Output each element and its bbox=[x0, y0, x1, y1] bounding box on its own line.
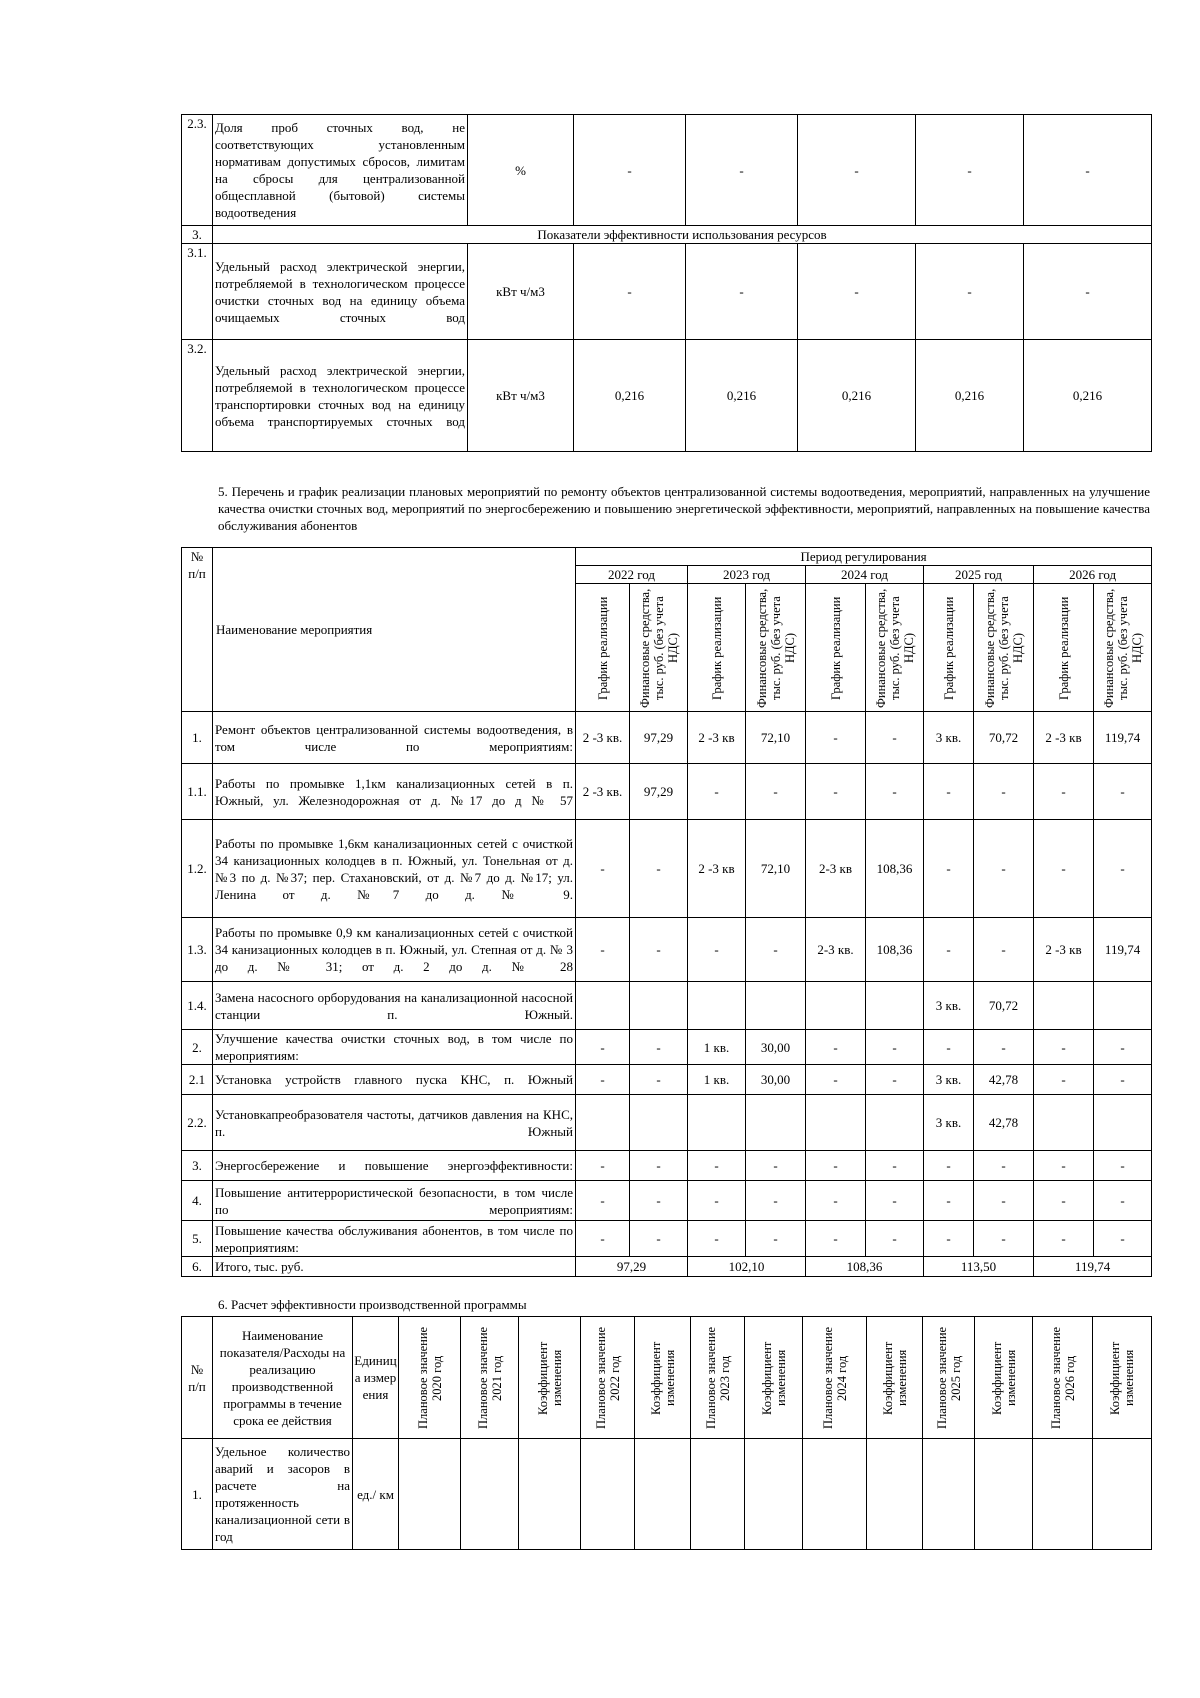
row-number: 3.2. bbox=[182, 340, 213, 452]
finance-cell: 42,78 bbox=[974, 1095, 1034, 1151]
value-cell: - bbox=[574, 115, 686, 226]
schedule-cell: 3 кв. bbox=[924, 982, 974, 1030]
table-row bbox=[182, 764, 1152, 820]
finance-cell: 119,74 bbox=[1094, 918, 1152, 982]
value-cell: 0,216 bbox=[798, 340, 916, 452]
value-cell: 0,216 bbox=[574, 340, 686, 452]
finance-cell bbox=[746, 1095, 806, 1151]
efficiency-table bbox=[181, 1316, 1152, 1550]
header-period: Период регулирования bbox=[576, 548, 1152, 566]
header-planned-value: Плановое значение 2022 год bbox=[581, 1317, 635, 1439]
value-cell bbox=[461, 1439, 519, 1550]
section-row bbox=[182, 226, 1152, 244]
finance-cell: 72,10 bbox=[746, 712, 806, 764]
table-row bbox=[182, 820, 1152, 918]
finance-cell: - bbox=[1094, 764, 1152, 820]
section-6-title: 6. Расчет эффективности производственной программы bbox=[218, 1297, 527, 1312]
table-row bbox=[182, 1151, 1152, 1181]
table-row bbox=[182, 115, 1152, 226]
row-number: 4. bbox=[182, 1181, 213, 1221]
finance-cell: - bbox=[866, 1151, 924, 1181]
row-number: 2.1 bbox=[182, 1065, 213, 1095]
finance-cell bbox=[746, 982, 806, 1030]
header-coefficient: Коэффициент изменения bbox=[635, 1317, 691, 1439]
finance-cell: - bbox=[974, 1221, 1034, 1257]
value-cell: - bbox=[798, 244, 916, 340]
table-row bbox=[182, 1181, 1152, 1221]
table-row bbox=[182, 982, 1152, 1030]
total-value: 113,50 bbox=[924, 1257, 1034, 1277]
measure-name: Работы по промывке 0,9 км канализационных сетей с очисткой 34 канизационных колодцев в п. Южный, ул. Степная от д. № 3 до д. № 31; от д. 2 до д. № 28 bbox=[213, 918, 576, 982]
header-finance: Финансовые средства, тыс. руб. (без учета НДС) bbox=[1094, 584, 1152, 712]
measure-name: Повышение качества обслуживания абонентов, в том числе по мероприятиям: bbox=[213, 1221, 576, 1257]
measure-name: Энергосбережение и повышение энергоэффективности: bbox=[213, 1151, 576, 1181]
section-title: Показатели эффективности использования ресурсов bbox=[213, 226, 1152, 244]
measure-name: Замена насосного орборудования на канализационной насосной станции п. Южный. bbox=[213, 982, 576, 1030]
header-name: Наименование мероприятия bbox=[213, 548, 576, 712]
header-name: Наименование показателя/Расходы на реализацию производственной программы в течение срока ее действия bbox=[213, 1317, 353, 1439]
finance-cell: - bbox=[746, 1181, 806, 1221]
finance-cell: - bbox=[630, 1151, 688, 1181]
header-year: 2023 год bbox=[688, 566, 806, 584]
table-row bbox=[182, 1439, 1152, 1550]
schedule-cell: - bbox=[1034, 1065, 1094, 1095]
value-cell bbox=[581, 1439, 635, 1550]
header-finance: Финансовые средства, тыс. руб. (без учета НДС) bbox=[866, 584, 924, 712]
header-year: 2025 год bbox=[924, 566, 1034, 584]
schedule-cell: - bbox=[576, 1221, 630, 1257]
header-finance: Финансовые средства, тыс. руб. (без учета НДС) bbox=[974, 584, 1034, 712]
finance-cell: - bbox=[866, 1221, 924, 1257]
finance-cell: - bbox=[974, 764, 1034, 820]
schedule-cell: 2 -3 кв bbox=[688, 820, 746, 918]
row-number: 2. bbox=[182, 1030, 213, 1065]
value-cell bbox=[635, 1439, 691, 1550]
row-number: 1.4. bbox=[182, 982, 213, 1030]
value-cell: - bbox=[798, 115, 916, 226]
finance-cell: - bbox=[746, 1221, 806, 1257]
measures-table bbox=[181, 547, 1152, 1277]
finance-cell: - bbox=[1094, 1221, 1152, 1257]
finance-cell: 70,72 bbox=[974, 982, 1034, 1030]
finance-cell bbox=[1094, 982, 1152, 1030]
indicator-name: Удельное количество аварий и засоров в расчете на протяженность канализационной сети в год bbox=[213, 1439, 353, 1550]
table-row bbox=[182, 340, 1152, 452]
header-schedule: График реализации bbox=[1034, 584, 1094, 712]
finance-cell bbox=[630, 982, 688, 1030]
schedule-cell: - bbox=[924, 918, 974, 982]
finance-cell: - bbox=[974, 1181, 1034, 1221]
finance-cell: - bbox=[974, 820, 1034, 918]
header-planned-value: Плановое значение 2020 год bbox=[399, 1317, 461, 1439]
indicator-name: Доля проб сточных вод, не соответствующих установленным нормативам допустимых сбросов, лимитам на сбросы для централизованной общесплавной (бытовой) системы водоотведения bbox=[213, 115, 468, 226]
schedule-cell: - bbox=[806, 1030, 866, 1065]
header-planned-value: Плановое значение 2024 год bbox=[803, 1317, 867, 1439]
schedule-cell: - bbox=[806, 1065, 866, 1095]
finance-cell: - bbox=[630, 1181, 688, 1221]
schedule-cell: 3 кв. bbox=[924, 1095, 974, 1151]
finance-cell: - bbox=[1094, 1030, 1152, 1065]
table-row bbox=[182, 1030, 1152, 1065]
schedule-cell bbox=[688, 1095, 746, 1151]
total-value: 102,10 bbox=[688, 1257, 806, 1277]
unit-cell: кВт ч/м3 bbox=[468, 244, 574, 340]
schedule-cell: - bbox=[1034, 1181, 1094, 1221]
finance-cell: 30,00 bbox=[746, 1030, 806, 1065]
value-cell bbox=[745, 1439, 803, 1550]
value-cell: 0,216 bbox=[1024, 340, 1152, 452]
schedule-cell: 2-3 кв bbox=[806, 820, 866, 918]
finance-cell: - bbox=[866, 1030, 924, 1065]
table-row bbox=[182, 918, 1152, 982]
finance-cell: 108,36 bbox=[866, 918, 924, 982]
header-finance: Финансовые средства, тыс. руб. (без учета НДС) bbox=[630, 584, 688, 712]
measure-name: Повышение антитеррористической безопасности, в том числе по мероприятиям: bbox=[213, 1181, 576, 1221]
header-planned-value: Плановое значение 2025 год bbox=[923, 1317, 975, 1439]
schedule-cell: - bbox=[924, 1221, 974, 1257]
table-row bbox=[182, 712, 1152, 764]
schedule-cell: - bbox=[1034, 1030, 1094, 1065]
value-cell bbox=[975, 1439, 1033, 1550]
value-cell: - bbox=[686, 244, 798, 340]
value-cell bbox=[803, 1439, 867, 1550]
schedule-cell: 2 -3 кв bbox=[1034, 712, 1094, 764]
finance-cell: - bbox=[1094, 820, 1152, 918]
value-cell bbox=[519, 1439, 581, 1550]
row-number: 1.2. bbox=[182, 820, 213, 918]
schedule-cell: - bbox=[576, 1151, 630, 1181]
finance-cell bbox=[1094, 1095, 1152, 1151]
schedule-cell: - bbox=[924, 1151, 974, 1181]
finance-cell: - bbox=[630, 1030, 688, 1065]
table-row bbox=[182, 1065, 1152, 1095]
finance-cell bbox=[630, 1095, 688, 1151]
schedule-cell: 2 -3 кв. bbox=[576, 712, 630, 764]
row-number: 1. bbox=[182, 712, 213, 764]
value-cell bbox=[691, 1439, 745, 1550]
header-coefficient: Коэффициент изменения bbox=[975, 1317, 1033, 1439]
schedule-cell: - bbox=[924, 1030, 974, 1065]
value-cell bbox=[923, 1439, 975, 1550]
schedule-cell: - bbox=[688, 1151, 746, 1181]
schedule-cell: - bbox=[576, 1181, 630, 1221]
header-schedule: График реализации bbox=[924, 584, 974, 712]
header-year: 2024 год bbox=[806, 566, 924, 584]
unit-cell: кВт ч/м3 bbox=[468, 340, 574, 452]
total-row bbox=[182, 1257, 1152, 1277]
finance-cell: 119,74 bbox=[1094, 712, 1152, 764]
total-value: 97,29 bbox=[576, 1257, 688, 1277]
unit-cell: % bbox=[468, 115, 574, 226]
value-cell: - bbox=[574, 244, 686, 340]
measures-rows bbox=[182, 712, 1152, 1277]
schedule-cell: - bbox=[806, 1181, 866, 1221]
total-value: 119,74 bbox=[1034, 1257, 1152, 1277]
finance-cell: - bbox=[630, 918, 688, 982]
schedule-cell: - bbox=[1034, 820, 1094, 918]
schedule-cell: - bbox=[806, 1151, 866, 1181]
value-cell: 0,216 bbox=[916, 340, 1024, 452]
measure-name: Работы по промывке 1,1км канализационных сетей в п. Южный, ул. Железнодорожная от д. №17 до д № 57 bbox=[213, 764, 576, 820]
header-planned-value: Плановое значение 2021 год bbox=[461, 1317, 519, 1439]
row-number: 3. bbox=[182, 1151, 213, 1181]
measure-name: Установка устройств главного пуска КНС, п. Южный bbox=[213, 1065, 576, 1095]
finance-cell: - bbox=[866, 1181, 924, 1221]
finance-cell: 97,29 bbox=[630, 712, 688, 764]
measure-name: Установкапреобразователя частоты, датчиков давления на КНС, п. Южный bbox=[213, 1095, 576, 1151]
value-cell: - bbox=[1024, 115, 1152, 226]
header-schedule: График реализации bbox=[806, 584, 866, 712]
schedule-cell: 1 кв. bbox=[688, 1030, 746, 1065]
table-row bbox=[182, 1095, 1152, 1151]
indicator-name: Удельный расход электрической энергии, потребляемой в технологическом процессе транспортировки сточных вод на единицу объема транспортируемых сточных вод bbox=[213, 340, 468, 452]
schedule-cell: - bbox=[576, 1065, 630, 1095]
schedule-cell: - bbox=[688, 1181, 746, 1221]
value-cell: - bbox=[916, 244, 1024, 340]
schedule-cell: - bbox=[806, 712, 866, 764]
finance-cell: 42,78 bbox=[974, 1065, 1034, 1095]
schedule-cell: 2 -3 кв bbox=[1034, 918, 1094, 982]
header-finance: Финансовые средства, тыс. руб. (без учета НДС) bbox=[746, 584, 806, 712]
section-5-title: 5. Перечень и график реализации плановых мероприятий по ремонту объектов централизованной системы водоотведения, мероприятий, направленных на улучшение качества очистки сточных вод, мероприятий по энергосбережению и повышению энергетической эффективности, мероприятий, направленных на повышение качества обслуживания абонентов bbox=[218, 484, 1150, 533]
finance-cell: - bbox=[630, 1065, 688, 1095]
row-number: 1.1. bbox=[182, 764, 213, 820]
value-cell: - bbox=[916, 115, 1024, 226]
row-number: 2.3. bbox=[182, 115, 213, 226]
header-coefficient: Коэффициент изменения bbox=[745, 1317, 803, 1439]
table-row bbox=[182, 244, 1152, 340]
schedule-cell bbox=[806, 1095, 866, 1151]
value-cell: - bbox=[1024, 244, 1152, 340]
header-coefficient: Коэффициент изменения bbox=[519, 1317, 581, 1439]
schedule-cell bbox=[1034, 982, 1094, 1030]
finance-cell: - bbox=[746, 764, 806, 820]
total-label: Итого, тыс. руб. bbox=[213, 1257, 576, 1277]
finance-cell: - bbox=[1094, 1065, 1152, 1095]
schedule-cell: - bbox=[1034, 1221, 1094, 1257]
unit-cell: ед./ км bbox=[353, 1439, 399, 1550]
indicator-name: Удельный расход электрической энергии, потребляемой в технологическом процессе очистки сточных вод на единицу объема очищаемых сточных вод bbox=[213, 244, 468, 340]
value-cell bbox=[1093, 1439, 1152, 1550]
schedule-cell bbox=[806, 982, 866, 1030]
finance-cell: 72,10 bbox=[746, 820, 806, 918]
finance-cell: 108,36 bbox=[866, 820, 924, 918]
schedule-cell: - bbox=[688, 1221, 746, 1257]
schedule-cell: 2 -3 кв bbox=[688, 712, 746, 764]
header-schedule: График реализации bbox=[576, 584, 630, 712]
schedule-cell: 3 кв. bbox=[924, 712, 974, 764]
row-number: 5. bbox=[182, 1221, 213, 1257]
row-number: 1. bbox=[182, 1439, 213, 1550]
table-row bbox=[182, 1221, 1152, 1257]
schedule-cell: - bbox=[806, 1221, 866, 1257]
row-number: 1.3. bbox=[182, 918, 213, 982]
header-planned-value: Плановое значение 2023 год bbox=[691, 1317, 745, 1439]
schedule-cell: 1 кв. bbox=[688, 1065, 746, 1095]
header-coefficient: Коэффициент изменения bbox=[867, 1317, 923, 1439]
schedule-cell: - bbox=[576, 1030, 630, 1065]
finance-cell: - bbox=[974, 1151, 1034, 1181]
value-cell bbox=[399, 1439, 461, 1550]
finance-cell: - bbox=[866, 712, 924, 764]
schedule-cell: 2-3 кв. bbox=[806, 918, 866, 982]
schedule-cell bbox=[1034, 1095, 1094, 1151]
schedule-cell bbox=[688, 982, 746, 1030]
finance-cell: - bbox=[1094, 1181, 1152, 1221]
schedule-cell: - bbox=[1034, 764, 1094, 820]
value-cell: - bbox=[686, 115, 798, 226]
schedule-cell: - bbox=[688, 918, 746, 982]
measure-name: Работы по промывке 1,6км канализационных сетей с очисткой 34 канизационных колодцев в п. Южный, ул. Тонельная от д. №3 по д. №37; пер. Стахановский, от д. №7 до д. №17; ул. Ленина от д. №7 до д. № 9. bbox=[213, 820, 576, 918]
schedule-cell: - bbox=[688, 764, 746, 820]
header-coefficient: Коэффициент изменения bbox=[1093, 1317, 1152, 1439]
finance-cell bbox=[866, 982, 924, 1030]
finance-cell: 70,72 bbox=[974, 712, 1034, 764]
measure-name: Улучшение качества очистки сточных вод, в том числе по мероприятиям: bbox=[213, 1030, 576, 1065]
finance-cell: 30,00 bbox=[746, 1065, 806, 1095]
row-number: 6. bbox=[182, 1257, 213, 1277]
row-number: 3. bbox=[182, 226, 213, 244]
value-cell: 0,216 bbox=[686, 340, 798, 452]
schedule-cell: - bbox=[924, 820, 974, 918]
schedule-cell: - bbox=[924, 1181, 974, 1221]
value-cell bbox=[867, 1439, 923, 1550]
schedule-cell: - bbox=[1034, 1151, 1094, 1181]
finance-cell: - bbox=[974, 918, 1034, 982]
schedule-cell: - bbox=[806, 764, 866, 820]
value-cell bbox=[1033, 1439, 1093, 1550]
schedule-cell: 2 -3 кв. bbox=[576, 764, 630, 820]
schedule-cell: - bbox=[576, 918, 630, 982]
schedule-cell: 3 кв. bbox=[924, 1065, 974, 1095]
finance-cell: - bbox=[866, 1065, 924, 1095]
indicators-table bbox=[181, 114, 1152, 452]
measure-name: Ремонт объектов централизованной системы водоотведения, в том числе по мероприятиям: bbox=[213, 712, 576, 764]
row-number: 3.1. bbox=[182, 244, 213, 340]
header-year: 2026 год bbox=[1034, 566, 1152, 584]
finance-cell: - bbox=[1094, 1151, 1152, 1181]
header-schedule: График реализации bbox=[688, 584, 746, 712]
schedule-cell bbox=[576, 982, 630, 1030]
finance-cell: - bbox=[746, 1151, 806, 1181]
schedule-cell bbox=[576, 1095, 630, 1151]
header-num: № п/п bbox=[182, 548, 213, 712]
header-year: 2022 год bbox=[576, 566, 688, 584]
finance-cell: - bbox=[746, 918, 806, 982]
finance-cell: - bbox=[866, 764, 924, 820]
header-num: № п/п bbox=[182, 1317, 213, 1439]
row-number: 2.2. bbox=[182, 1095, 213, 1151]
schedule-cell: - bbox=[924, 764, 974, 820]
finance-cell: 97,29 bbox=[630, 764, 688, 820]
total-value: 108,36 bbox=[806, 1257, 924, 1277]
finance-cell: - bbox=[630, 820, 688, 918]
header-unit: Единица измерения bbox=[353, 1317, 399, 1439]
header-planned-value: Плановое значение 2026 год bbox=[1033, 1317, 1093, 1439]
finance-cell: - bbox=[630, 1221, 688, 1257]
schedule-cell: - bbox=[576, 820, 630, 918]
finance-cell bbox=[866, 1095, 924, 1151]
finance-cell: - bbox=[974, 1030, 1034, 1065]
